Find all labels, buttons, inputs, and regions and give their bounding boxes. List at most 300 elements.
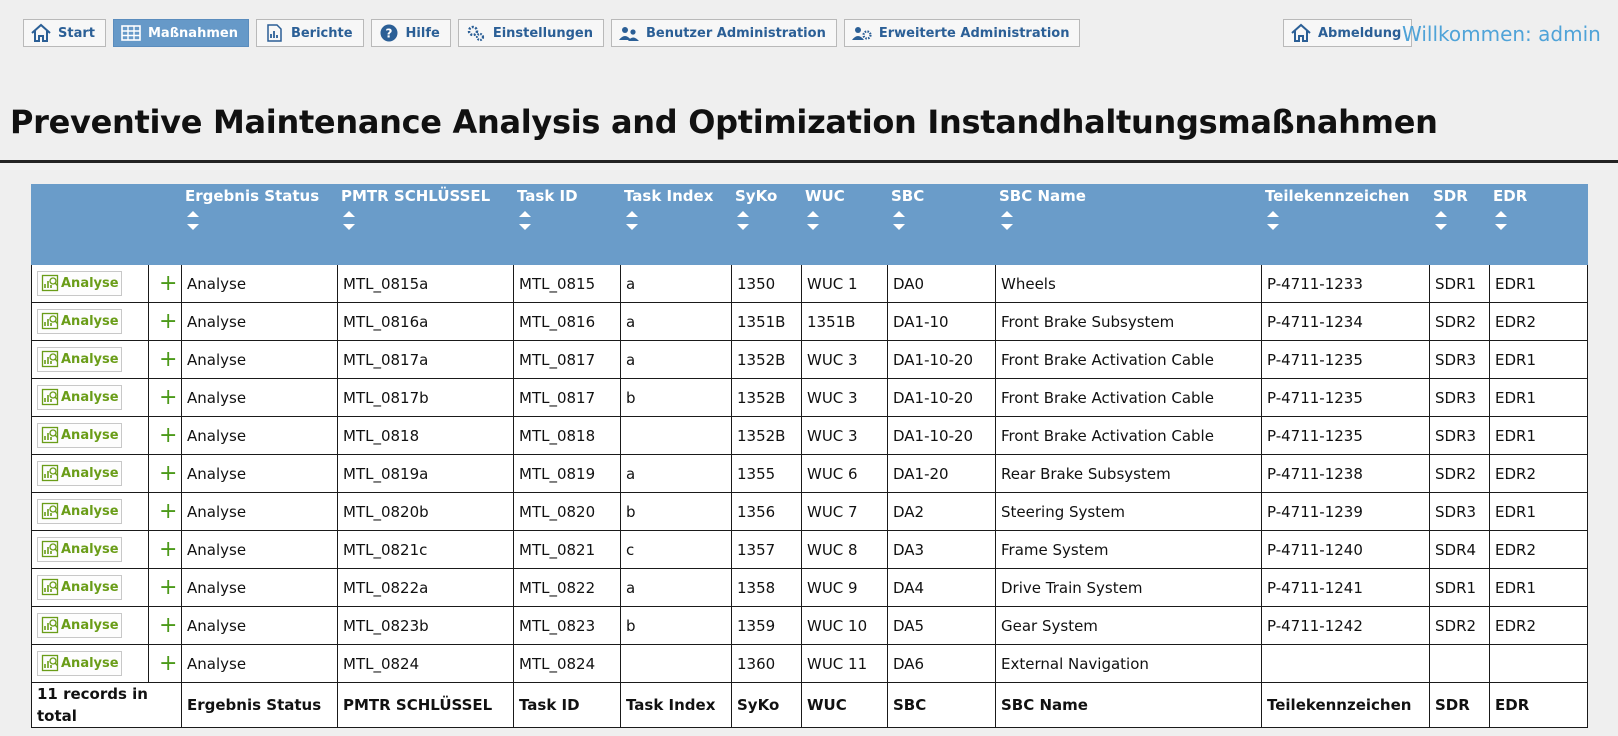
column-header-label: Task ID (517, 187, 578, 205)
table-cell (621, 645, 732, 683)
analyse-button[interactable] (37, 575, 122, 600)
sort-controls (1267, 211, 1426, 230)
table-cell: Front Brake Activation Cable (996, 341, 1262, 379)
table-cell: Analyse (182, 303, 338, 341)
column-header-label: Task Index (624, 187, 714, 205)
sort-controls (187, 211, 334, 230)
table-cell: Analyse (182, 417, 338, 455)
analysis-chart-icon (41, 350, 59, 368)
analysis-chart-icon (41, 464, 59, 482)
analysis-chart-icon (41, 578, 59, 596)
table-cell: Gear System (996, 607, 1262, 645)
footer-column-label: PMTR SCHLÜSSEL (338, 683, 514, 728)
table-cell: Front Brake Activation Cable (996, 417, 1262, 455)
logout-button[interactable] (1283, 19, 1412, 47)
add-cell (149, 417, 182, 455)
sort-controls (343, 211, 510, 230)
table-cell (1490, 645, 1588, 683)
nav-label: Start (58, 25, 95, 41)
table-cell: EDR1 (1490, 493, 1588, 531)
analyse-button-label: Analyse (61, 389, 119, 405)
analyse-button-label: Analyse (61, 541, 119, 557)
analyse-button[interactable] (37, 613, 122, 638)
analyse-button-label: Analyse (61, 617, 119, 633)
table-cell: P-4711-1234 (1262, 303, 1430, 341)
table-cell: MTL_0821 (514, 531, 621, 569)
table-cell: 1350 (732, 265, 802, 303)
table-cell: WUC 7 (802, 493, 888, 531)
table-cell: EDR1 (1490, 379, 1588, 417)
analysis-chart-icon (41, 312, 59, 330)
sort-controls (737, 211, 798, 230)
analyse-button-label: Analyse (61, 579, 119, 595)
expand-plus-icon[interactable]: + (159, 574, 178, 600)
sort-descending-icon[interactable] (893, 224, 905, 230)
gears-icon (465, 23, 487, 43)
table-row (32, 493, 1588, 531)
analyse-cell (32, 417, 149, 455)
table-cell: DA2 (888, 493, 996, 531)
home-icon (1290, 23, 1312, 43)
table-cell: MTL_0823b (338, 607, 514, 645)
column-header (1490, 185, 1588, 265)
table-cell: EDR1 (1490, 569, 1588, 607)
table-cell: MTL_0819 (514, 455, 621, 493)
column-header (888, 185, 996, 265)
column-header (182, 185, 338, 265)
nav-label: Berichte (290, 25, 353, 41)
column-header (732, 185, 802, 265)
table-cell: P-4711-1240 (1262, 531, 1430, 569)
table-cell: MTL_0824 (338, 645, 514, 683)
table-cell: 1360 (732, 645, 802, 683)
measures-table-container (31, 184, 1587, 728)
sort-controls (626, 211, 728, 230)
sort-ascending-icon[interactable] (1001, 211, 1013, 217)
column-header (514, 185, 621, 265)
sort-controls (1435, 211, 1486, 230)
table-cell: DA6 (888, 645, 996, 683)
footer-column-label: EDR (1490, 683, 1588, 728)
table-cell: SDR4 (1430, 531, 1490, 569)
table-cell: MTL_0817 (514, 379, 621, 417)
analyse-cell (32, 341, 149, 379)
nav-label: Erweiterte Administration (878, 25, 1070, 41)
table-cell: WUC 1 (802, 265, 888, 303)
column-header-label: SDR (1433, 187, 1468, 205)
nav-label: Einstellungen (492, 25, 593, 41)
analyse-button[interactable] (37, 499, 122, 524)
footer-column-label: Task Index (621, 683, 732, 728)
column-header (338, 185, 514, 265)
sort-descending-icon[interactable] (187, 224, 199, 230)
column-header (802, 185, 888, 265)
footer-column-label: WUC (802, 683, 888, 728)
footer-column-label: Ergebnis Status (182, 683, 338, 728)
table-cell: 1351B (802, 303, 888, 341)
analyse-button[interactable] (37, 461, 122, 486)
expand-plus-icon[interactable]: + (159, 270, 178, 296)
add-cell (149, 607, 182, 645)
analyse-button-label: Analyse (61, 465, 119, 481)
main-nav (23, 19, 1080, 49)
analyse-button[interactable] (37, 347, 122, 372)
table-cell: Front Brake Subsystem (996, 303, 1262, 341)
sort-descending-icon[interactable] (1001, 224, 1013, 230)
column-header (1262, 185, 1430, 265)
expand-plus-icon[interactable]: + (159, 460, 178, 486)
table-cell: 1356 (732, 493, 802, 531)
column-header-label: WUC (805, 187, 845, 205)
table-cell: 1352B (732, 341, 802, 379)
expand-plus-icon[interactable]: + (159, 422, 178, 448)
sort-ascending-icon[interactable] (1435, 211, 1447, 217)
analyse-button[interactable] (37, 385, 122, 410)
table-cell: Analyse (182, 379, 338, 417)
table-cell (1262, 645, 1430, 683)
table-cell: MTL_0820 (514, 493, 621, 531)
table-cell: External Navigation (996, 645, 1262, 683)
analysis-chart-icon (41, 540, 59, 558)
welcome-text: Willkommen: admin (1402, 22, 1601, 46)
table-cell: SDR3 (1430, 417, 1490, 455)
table-cell: EDR2 (1490, 303, 1588, 341)
measures-table (31, 184, 1588, 728)
analyse-cell (32, 569, 149, 607)
records-total: 11 records in total (32, 683, 182, 728)
svg-text:?: ? (385, 26, 393, 41)
report-icon (263, 23, 285, 43)
table-cell: Analyse (182, 607, 338, 645)
analyse-cell (32, 303, 149, 341)
table-cell: a (621, 341, 732, 379)
analyse-button[interactable] (37, 271, 122, 296)
add-cell (149, 645, 182, 683)
table-row (32, 607, 1588, 645)
table-cell: DA1-10-20 (888, 379, 996, 417)
table-cell: 1359 (732, 607, 802, 645)
add-cell (149, 265, 182, 303)
table-cell: MTL_0815a (338, 265, 514, 303)
column-header (621, 185, 732, 265)
table-cell: Analyse (182, 265, 338, 303)
nav-label: Hilfe (405, 25, 440, 41)
table-cell: P-4711-1242 (1262, 607, 1430, 645)
table-cell: P-4711-1241 (1262, 569, 1430, 607)
analyse-button-label: Analyse (61, 503, 119, 519)
footer-column-label: SDR (1430, 683, 1490, 728)
table-cell: 1355 (732, 455, 802, 493)
table-cell: b (621, 607, 732, 645)
table-cell: WUC 3 (802, 379, 888, 417)
sort-controls (1001, 211, 1258, 230)
sort-ascending-icon[interactable] (343, 211, 355, 217)
nav-start-button[interactable] (23, 19, 106, 47)
table-cell: MTL_0819a (338, 455, 514, 493)
nav-berichte-button[interactable] (256, 19, 364, 47)
column-header-label: Teilekennzeichen (1265, 187, 1410, 205)
table-cell: c (621, 531, 732, 569)
table-cell: Frame System (996, 531, 1262, 569)
nav-label: Benutzer Administration (645, 25, 826, 41)
table-cell: 1352B (732, 379, 802, 417)
table-cell: a (621, 303, 732, 341)
footer-column-label: Teilekennzeichen (1262, 683, 1430, 728)
table-cell: Analyse (182, 569, 338, 607)
table-cell: MTL_0816 (514, 303, 621, 341)
table-cell: DA1-20 (888, 455, 996, 493)
table-row (32, 379, 1588, 417)
add-cell (149, 493, 182, 531)
table-cell: MTL_0824 (514, 645, 621, 683)
table-cell: Analyse (182, 493, 338, 531)
logout-label: Abmeldung (1318, 25, 1402, 41)
sort-ascending-icon[interactable] (893, 211, 905, 217)
table-header-row (32, 185, 1588, 265)
analyse-button[interactable] (37, 537, 122, 562)
footer-column-label: SyKo (732, 683, 802, 728)
footer-column-label: SBC (888, 683, 996, 728)
table-cell: SDR1 (1430, 569, 1490, 607)
add-cell (149, 455, 182, 493)
table-cell: SDR1 (1430, 265, 1490, 303)
table-cell: SDR3 (1430, 493, 1490, 531)
analyse-button-label: Analyse (61, 351, 119, 367)
table-footer-row (32, 683, 1588, 728)
table-cell: P-4711-1238 (1262, 455, 1430, 493)
table-row (32, 341, 1588, 379)
table-row (32, 569, 1588, 607)
analyse-cell (32, 379, 149, 417)
table-cell: 1357 (732, 531, 802, 569)
table-cell: EDR2 (1490, 455, 1588, 493)
header-actions (32, 185, 149, 265)
table-row (32, 645, 1588, 683)
analysis-chart-icon (41, 388, 59, 406)
table-cell: Front Brake Activation Cable (996, 379, 1262, 417)
table-cell: MTL_0822a (338, 569, 514, 607)
table-cell: DA5 (888, 607, 996, 645)
footer-column-label: Task ID (514, 683, 621, 728)
table-cell: EDR2 (1490, 531, 1588, 569)
users-icon (618, 23, 640, 43)
expand-plus-icon[interactable]: + (159, 346, 178, 372)
table-cell: WUC 9 (802, 569, 888, 607)
expand-plus-icon[interactable]: + (159, 536, 178, 562)
table-cell: MTL_0823 (514, 607, 621, 645)
users-gear-icon (851, 23, 873, 43)
table-cell: SDR2 (1430, 455, 1490, 493)
table-cell: P-4711-1239 (1262, 493, 1430, 531)
table-cell: MTL_0822 (514, 569, 621, 607)
table-cell: SDR3 (1430, 379, 1490, 417)
column-header-label: PMTR SCHLÜSSEL (341, 187, 491, 205)
table-cell (1430, 645, 1490, 683)
table-cell: P-4711-1233 (1262, 265, 1430, 303)
sort-descending-icon[interactable] (343, 224, 355, 230)
sort-descending-icon[interactable] (1267, 224, 1279, 230)
expand-plus-icon[interactable]: + (159, 498, 178, 524)
table-cell: Drive Train System (996, 569, 1262, 607)
table-cell: P-4711-1235 (1262, 417, 1430, 455)
analyse-cell (32, 455, 149, 493)
table-icon (120, 23, 142, 43)
column-header-label: Ergebnis Status (185, 187, 320, 205)
table-cell: MTL_0820b (338, 493, 514, 531)
sort-descending-icon[interactable] (519, 224, 531, 230)
column-header-label: SBC (891, 187, 925, 205)
analyse-button-label: Analyse (61, 313, 119, 329)
table-cell: b (621, 379, 732, 417)
table-row (32, 531, 1588, 569)
page-title: Preventive Maintenance Analysis and Optimization Instandhaltungsmaßnahmen (10, 103, 1438, 141)
table-cell: Analyse (182, 645, 338, 683)
table-cell: EDR1 (1490, 417, 1588, 455)
table-cell: MTL_0817b (338, 379, 514, 417)
analyse-button-label: Analyse (61, 655, 119, 671)
header-add (149, 185, 182, 265)
table-cell: EDR1 (1490, 341, 1588, 379)
analysis-chart-icon (41, 502, 59, 520)
table-cell: Analyse (182, 531, 338, 569)
help-icon (378, 23, 400, 43)
sort-ascending-icon[interactable] (807, 211, 819, 217)
table-cell: Steering System (996, 493, 1262, 531)
table-row (32, 455, 1588, 493)
table-cell: WUC 3 (802, 417, 888, 455)
table-cell: MTL_0816a (338, 303, 514, 341)
analyse-cell (32, 265, 149, 303)
add-cell (149, 341, 182, 379)
table-cell: P-4711-1235 (1262, 379, 1430, 417)
table-cell: b (621, 493, 732, 531)
table-row (32, 265, 1588, 303)
column-header (1430, 185, 1490, 265)
table-cell: 1352B (732, 417, 802, 455)
table-cell: 1351B (732, 303, 802, 341)
sort-descending-icon[interactable] (1435, 224, 1447, 230)
nav-label: Maßnahmen (147, 25, 238, 41)
analyse-button-label: Analyse (61, 275, 119, 291)
table-cell: EDR2 (1490, 607, 1588, 645)
column-header-label: EDR (1493, 187, 1528, 205)
footer-column-label: SBC Name (996, 683, 1262, 728)
column-header (996, 185, 1262, 265)
add-cell (149, 303, 182, 341)
sort-ascending-icon[interactable] (626, 211, 638, 217)
table-cell: MTL_0818 (338, 417, 514, 455)
table-cell: MTL_0817 (514, 341, 621, 379)
sort-ascending-icon[interactable] (1267, 211, 1279, 217)
table-cell: DA0 (888, 265, 996, 303)
analyse-button[interactable] (37, 423, 122, 448)
table-cell: a (621, 265, 732, 303)
table-cell: MTL_0817a (338, 341, 514, 379)
sort-descending-icon[interactable] (1495, 224, 1507, 230)
home-icon (30, 23, 52, 43)
analyse-button[interactable] (37, 309, 122, 334)
table-cell: WUC 8 (802, 531, 888, 569)
column-header-label: SyKo (735, 187, 778, 205)
sort-controls (1495, 211, 1584, 230)
table-cell: SDR2 (1430, 607, 1490, 645)
nav-maßnahmen-button[interactable] (113, 19, 249, 47)
table-cell: WUC 3 (802, 341, 888, 379)
table-cell: Analyse (182, 341, 338, 379)
table-cell: DA3 (888, 531, 996, 569)
expand-plus-icon[interactable]: + (159, 650, 178, 676)
title-divider (0, 160, 1618, 163)
table-cell: DA1-10 (888, 303, 996, 341)
analysis-chart-icon (41, 616, 59, 634)
sort-ascending-icon[interactable] (1495, 211, 1507, 217)
sort-controls (807, 211, 884, 230)
table-cell: P-4711-1235 (1262, 341, 1430, 379)
sort-descending-icon[interactable] (807, 224, 819, 230)
sort-descending-icon[interactable] (626, 224, 638, 230)
add-cell (149, 569, 182, 607)
nav-hilfe-button[interactable] (371, 19, 451, 47)
table-cell: WUC 11 (802, 645, 888, 683)
add-cell (149, 379, 182, 417)
table-cell: EDR1 (1490, 265, 1588, 303)
analyse-cell (32, 531, 149, 569)
sort-descending-icon[interactable] (737, 224, 749, 230)
table-row (32, 417, 1588, 455)
table-cell: WUC 10 (802, 607, 888, 645)
analysis-chart-icon (41, 654, 59, 672)
analysis-chart-icon (41, 426, 59, 444)
column-header-label: SBC Name (999, 187, 1086, 205)
table-cell: Analyse (182, 455, 338, 493)
expand-plus-icon[interactable]: + (159, 612, 178, 638)
table-cell (621, 417, 732, 455)
table-cell: a (621, 569, 732, 607)
nav-erweiterte-administration-button[interactable] (844, 19, 1081, 47)
sort-ascending-icon[interactable] (187, 211, 199, 217)
table-cell: DA4 (888, 569, 996, 607)
sort-controls (519, 211, 617, 230)
analyse-cell (32, 607, 149, 645)
table-cell: DA1-10-20 (888, 341, 996, 379)
sort-ascending-icon[interactable] (519, 211, 531, 217)
nav-benutzer-administration-button[interactable] (611, 19, 837, 47)
table-cell: MTL_0821c (338, 531, 514, 569)
table-cell: DA1-10-20 (888, 417, 996, 455)
table-row (32, 303, 1588, 341)
analyse-cell (32, 645, 149, 683)
sort-controls (893, 211, 992, 230)
nav-einstellungen-button[interactable] (458, 19, 604, 47)
sort-ascending-icon[interactable] (737, 211, 749, 217)
analysis-chart-icon (41, 274, 59, 292)
table-cell: Wheels (996, 265, 1262, 303)
expand-plus-icon[interactable]: + (159, 384, 178, 410)
analyse-cell (32, 493, 149, 531)
analyse-button[interactable] (37, 651, 122, 676)
add-cell (149, 531, 182, 569)
table-cell: MTL_0815 (514, 265, 621, 303)
table-cell: a (621, 455, 732, 493)
table-cell: SDR3 (1430, 341, 1490, 379)
table-cell: SDR2 (1430, 303, 1490, 341)
expand-plus-icon[interactable]: + (159, 308, 178, 334)
table-cell: WUC 6 (802, 455, 888, 493)
table-cell: 1358 (732, 569, 802, 607)
table-cell: Rear Brake Subsystem (996, 455, 1262, 493)
table-cell: MTL_0818 (514, 417, 621, 455)
analyse-button-label: Analyse (61, 427, 119, 443)
